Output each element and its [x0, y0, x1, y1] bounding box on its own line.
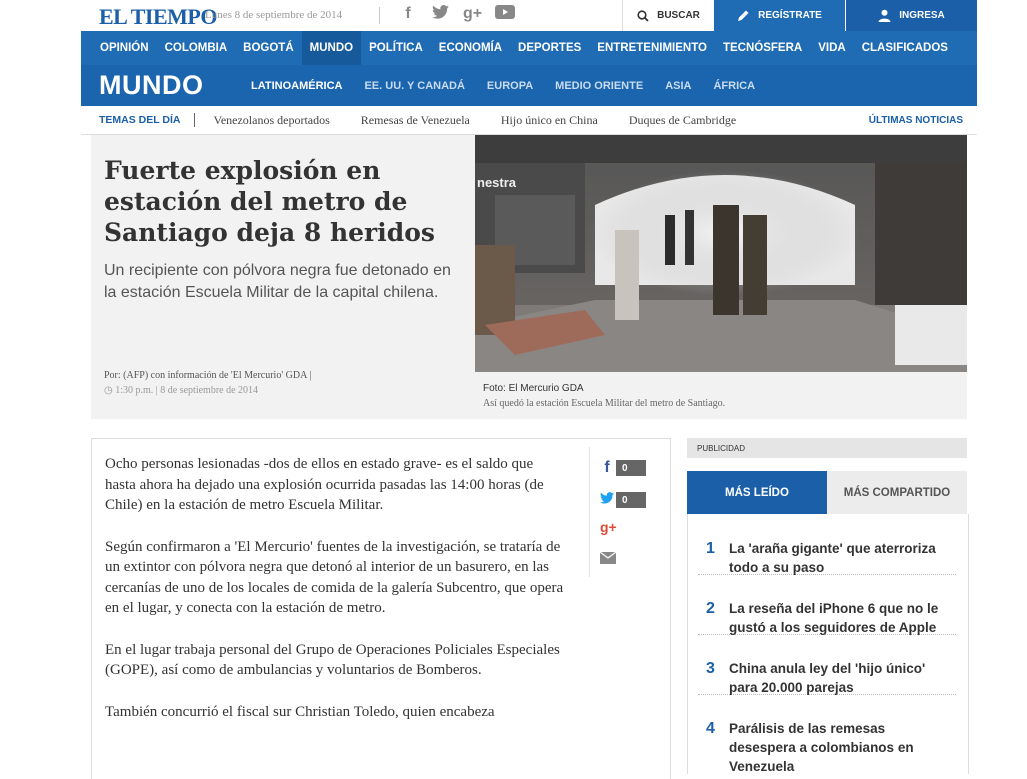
rank-number: 1 [706, 540, 715, 557]
twitter-icon [600, 491, 614, 509]
twitter-share-count: 0 [616, 492, 646, 508]
list-item[interactable] [698, 694, 956, 774]
item-title[interactable]: La 'araña gigante' que aterroriza todo a su paso [729, 541, 936, 575]
current-date: Lunes 8 de septiembre de 2014 [205, 9, 343, 21]
topics-bar [81, 106, 977, 135]
subnav-item-latinoamerica[interactable]: LATINOAMÉRICA [251, 79, 343, 92]
section-title[interactable]: MUNDO [99, 70, 204, 100]
rank-number: 4 [706, 720, 715, 737]
main-nav [81, 31, 977, 65]
tab-most-shared[interactable]: MÁS COMPARTIDO [827, 471, 967, 514]
subnav-item-asia[interactable]: ASIA [665, 79, 692, 92]
list-item[interactable] [698, 514, 956, 575]
byline-author: Por: (AFP) con información de 'El Mercurio' GDA | [104, 370, 312, 381]
facebook-share-button[interactable] [600, 459, 646, 477]
sidebar-tabs [687, 471, 967, 514]
tab-most-read[interactable]: MÁS LEÍDO [687, 471, 827, 514]
facebook-share-count: 0 [616, 460, 646, 476]
photo-credit: Foto: El Mercurio GDA [483, 383, 584, 394]
publish-time: 1:30 p.m. | 8 de septiembre de 2014 [115, 385, 259, 396]
item-title[interactable]: Parálisis de las remesas desespera a colombianos en Venezuela [729, 721, 914, 774]
topic-link[interactable]: Duques de Cambridge [628, 112, 737, 127]
pencil-icon [737, 9, 750, 22]
rank-number: 3 [706, 660, 715, 677]
login-button[interactable] [846, 0, 977, 31]
article-paragraph: También concurrió el fiscal sur Christian Toledo, quien encabeza [105, 703, 495, 720]
register-button[interactable] [714, 0, 845, 31]
nav-item-mundo[interactable]: MUNDO [302, 31, 361, 65]
topics-label: TEMAS DEL DÍA [81, 113, 195, 127]
facebook-icon[interactable]: f [405, 5, 411, 22]
search-icon [637, 10, 649, 22]
register-label: REGÍSTRATE [758, 10, 822, 21]
topic-link[interactable]: Remesas de Venezuela [360, 112, 470, 127]
article-body [91, 438, 671, 779]
twitter-icon[interactable] [431, 5, 449, 24]
top-bar [81, 0, 977, 31]
article-paragraph: En el lugar trabaja personal del Grupo de Operaciones Policiales Especiales (GOPE), así como de ambulancias y voluntarios de Bomberos. [105, 641, 560, 678]
photo-description: Así quedó la estación Escuela Militar del metro de Santiago. [483, 398, 726, 409]
rank-number: 2 [706, 600, 715, 617]
login-label: INGRESA [899, 10, 945, 21]
email-share-button[interactable] [600, 551, 614, 569]
subnav-item-africa[interactable]: ÁFRICA [713, 79, 756, 92]
page [81, 0, 977, 774]
topic-link[interactable]: Hijo único en China [500, 112, 598, 127]
article-photo[interactable] [475, 135, 967, 372]
photo-caption [483, 381, 725, 411]
share-bar [589, 447, 652, 577]
google-plus-share-button[interactable] [600, 519, 617, 535]
clock-icon: ◷ [104, 385, 113, 396]
section-nav [81, 65, 977, 106]
item-title[interactable]: China anula ley del 'hijo único' para 20.000 parejas [729, 661, 926, 695]
twitter-share-button[interactable] [600, 491, 646, 509]
article-hero [91, 135, 967, 419]
subnav-item-eeuu-canada[interactable]: EE. UU. Y CANADÁ [364, 79, 465, 92]
google-plus-icon[interactable]: g+ [463, 5, 483, 22]
subnav-item-medio-oriente[interactable]: MEDIO ORIENTE [555, 79, 644, 92]
nav-item-vida[interactable]: VIDA [818, 42, 846, 54]
article-byline [104, 368, 311, 398]
nav-item-clasificados[interactable]: CLASIFICADOS [861, 42, 948, 54]
search-button[interactable] [622, 0, 714, 31]
topic-link[interactable]: Venezolanos deportados [213, 112, 330, 127]
nav-item-opinion[interactable]: OPINIÓN [100, 42, 149, 54]
nav-item-deportes[interactable]: DEPORTES [518, 42, 582, 54]
divider [379, 7, 380, 24]
nav-item-politica[interactable]: POLÍTICA [369, 42, 423, 54]
list-item[interactable] [698, 574, 956, 635]
article-lead: Un recipiente con pólvora negra fue detonado en la estación Escuela Militar de la capital chilena. [104, 262, 451, 301]
latest-news-link[interactable]: ÚLTIMAS NOTICIAS [868, 114, 963, 126]
sign-text: nestra [477, 175, 517, 190]
subnav-item-europa[interactable]: EUROPA [486, 79, 534, 92]
site-logo[interactable]: EL TIEMPO [99, 4, 217, 29]
list-item[interactable] [698, 634, 956, 695]
youtube-icon[interactable] [495, 5, 513, 24]
google-plus-icon: g+ [600, 519, 617, 535]
nav-item-tecnosfera[interactable]: TECNÓSFERA [722, 42, 803, 54]
nav-item-bogota[interactable]: BOGOTÁ [243, 42, 294, 54]
nav-item-entretenimiento[interactable]: ENTRETENIMIENTO [597, 42, 707, 54]
social-links [399, 5, 513, 24]
facebook-icon: f [604, 459, 610, 476]
nav-item-colombia[interactable]: COLOMBIA [164, 42, 228, 54]
most-read-list [687, 514, 969, 774]
user-icon [878, 9, 891, 22]
item-title[interactable]: La reseña del iPhone 6 que no le gustó a los seguidores de Apple [729, 601, 939, 635]
ad-label: PUBLICIDAD [687, 438, 967, 458]
article-headline: Fuerte explosión en estación del metro de Santiago deja 8 heridos [104, 156, 435, 247]
nav-item-economia[interactable]: ECONOMÍA [438, 42, 503, 54]
search-label: BUSCAR [657, 10, 700, 21]
byline-time [104, 383, 311, 398]
article-text [105, 454, 567, 743]
envelope-icon [600, 551, 614, 569]
article-paragraph: Ocho personas lesionadas -dos de ellos en estado grave- es el saldo que hasta ahora ha dejado una explosión ocurrida pasadas las 14:00 horas (de Chile) en la estación de metro Escuela Militar. [105, 456, 544, 513]
article-paragraph: Según confirmaron a 'El Mercurio' fuentes de la investigación, se trataría de un extintor con pólvora negra que detonó al interior de un basurero, en las cercanías de uno de los locales de comida de la galería Subcentro, que opera en el lugar, y conecta con la estación de metro. [105, 538, 564, 616]
